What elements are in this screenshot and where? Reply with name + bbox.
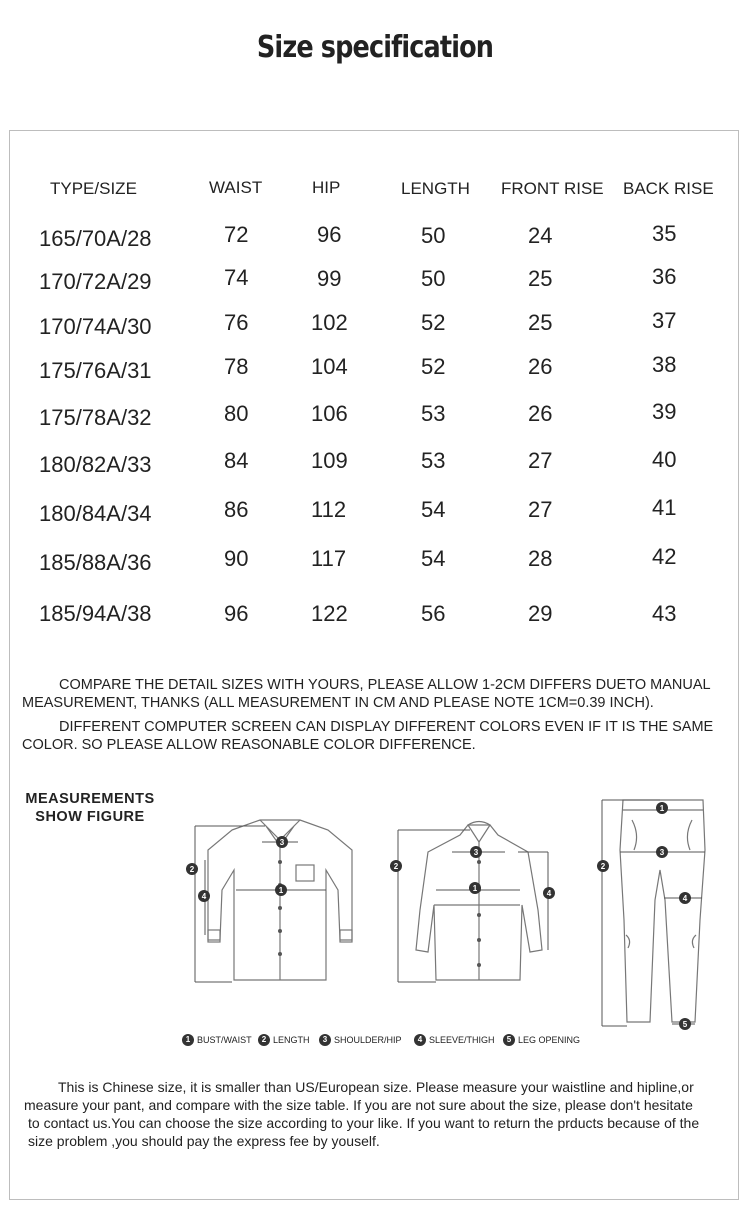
table-cell: 53 xyxy=(421,448,446,473)
table-cell: 165/70A/28 xyxy=(39,226,152,251)
table-cell: 39 xyxy=(652,399,677,424)
measurements-heading-line1: MEASUREMENTS xyxy=(25,791,155,807)
table-cell: 102 xyxy=(311,310,348,335)
table-cell: 52 xyxy=(421,354,446,379)
legend-number: 3 xyxy=(319,1034,331,1046)
disclaimer-line4: size problem ,you should pay the express fee by youself. xyxy=(28,1133,380,1149)
table-cell: 37 xyxy=(652,308,677,333)
table-cell: 96 xyxy=(317,222,342,247)
table-cell: 72 xyxy=(224,222,249,247)
header-front-rise: FRONT RISE xyxy=(501,179,604,198)
table-cell: 106 xyxy=(311,401,348,426)
table-cell: 25 xyxy=(528,266,553,291)
table-cell: 35 xyxy=(652,221,677,246)
svg-text:1: 1 xyxy=(472,884,478,893)
pants-measure-lines xyxy=(602,800,705,1026)
table-cell: 24 xyxy=(528,223,553,248)
table-cell: 78 xyxy=(224,354,249,379)
svg-text:1: 1 xyxy=(278,886,284,895)
svg-text:4: 4 xyxy=(682,894,688,903)
legend-label: LEG OPENING xyxy=(518,1035,581,1045)
shirt-markers xyxy=(186,836,288,902)
color-note-line1: DIFFERENT COMPUTER SCREEN CAN DISPLAY DIFFERENT COLORS EVEN IF IT IS THE SAME xyxy=(59,719,714,735)
table-cell: 50 xyxy=(421,266,446,291)
legend-number: 4 xyxy=(414,1034,426,1046)
table-cell: 112 xyxy=(311,497,347,522)
svg-text:4: 4 xyxy=(201,892,207,901)
table-cell: 109 xyxy=(311,448,348,473)
table-cell: 36 xyxy=(652,264,677,289)
legend-item xyxy=(258,1034,310,1046)
table-cell: 38 xyxy=(652,352,677,377)
table-cell: 74 xyxy=(224,265,249,290)
color-note-line2: COLOR. SO PLEASE ALLOW REASONABLE COLOR DIFFERENCE. xyxy=(22,737,476,753)
header-length: LENGTH xyxy=(401,179,470,198)
legend-item xyxy=(414,1034,495,1046)
table-cell: 53 xyxy=(421,401,446,426)
svg-text:3: 3 xyxy=(659,848,665,857)
table-cell: 80 xyxy=(224,401,249,426)
table-cell: 40 xyxy=(652,447,677,472)
page-title: Size specification xyxy=(256,30,494,65)
table-cell: 56 xyxy=(421,601,446,626)
legend-label: LENGTH xyxy=(273,1035,310,1045)
svg-text:4: 4 xyxy=(546,889,552,898)
table-cell: 27 xyxy=(528,448,553,473)
table-cell: 90 xyxy=(224,546,249,571)
shirt-measure-lines xyxy=(195,826,326,982)
svg-text:5: 5 xyxy=(682,1020,688,1029)
table-cell: 76 xyxy=(224,310,249,335)
svg-text:2: 2 xyxy=(189,865,195,874)
legend-item xyxy=(182,1034,252,1046)
color-note xyxy=(22,718,732,754)
table-cell: 185/88A/36 xyxy=(39,550,152,575)
header-back-rise: BACK RISE xyxy=(623,179,714,198)
header-type-size: TYPE/SIZE xyxy=(50,179,137,198)
table-cell: 28 xyxy=(528,546,553,571)
header-hip: HIP xyxy=(312,178,341,197)
legend-number: 5 xyxy=(503,1034,515,1046)
measurements-heading-line2: SHOW FIGURE xyxy=(35,809,145,825)
legend-item xyxy=(503,1034,580,1046)
table-cell: 29 xyxy=(528,601,553,626)
compare-note-line2: MEASUREMENT, THANKS (ALL MEASUREMENT IN CM AND PLEASE NOTE 1CM=0.39 INCH). xyxy=(22,695,654,711)
table-cell: 175/78A/32 xyxy=(39,405,152,430)
legend-label: SLEEVE/THIGH xyxy=(429,1035,495,1045)
table-cell: 117 xyxy=(311,546,347,571)
table-cell: 43 xyxy=(652,601,677,626)
pants-icon xyxy=(620,800,705,1022)
table-cell: 185/94A/38 xyxy=(39,601,152,626)
table-cell: 50 xyxy=(421,223,446,248)
svg-text:3: 3 xyxy=(279,838,285,847)
legend-item xyxy=(319,1034,402,1046)
table-cell: 54 xyxy=(421,497,446,522)
table-cell: 180/82A/33 xyxy=(39,452,152,477)
table-cell: 25 xyxy=(528,310,553,335)
table-cell: 41 xyxy=(652,495,677,520)
legend-label: SHOULDER/HIP xyxy=(334,1035,402,1045)
legend-label: BUST/WAIST xyxy=(197,1035,252,1045)
jacket-icon xyxy=(416,822,542,981)
legend-number: 1 xyxy=(182,1034,194,1046)
table-cell: 42 xyxy=(652,544,677,569)
table-cell: 104 xyxy=(311,354,348,379)
table-cell: 96 xyxy=(224,601,249,626)
svg-text:2: 2 xyxy=(393,862,399,871)
table-cell: 122 xyxy=(311,601,348,626)
header-waist: WAIST xyxy=(209,178,263,197)
compare-note xyxy=(22,676,732,712)
svg-text:1: 1 xyxy=(659,804,665,813)
table-cell: 26 xyxy=(528,354,553,379)
table-cell: 26 xyxy=(528,401,553,426)
table-cell: 54 xyxy=(421,546,446,571)
disclaimer-line3: to contact us.You can choose the size according to your like. If you want to return the prducts because of the xyxy=(28,1115,700,1131)
jacket-markers xyxy=(390,846,555,899)
table-cell: 175/76A/31 xyxy=(39,358,152,383)
legend-number: 2 xyxy=(258,1034,270,1046)
table-cell: 52 xyxy=(421,310,446,335)
table-cell: 27 xyxy=(528,497,553,522)
table-cell: 170/74A/30 xyxy=(39,314,152,339)
compare-note-line1: COMPARE THE DETAIL SIZES WITH YOURS, PLEASE ALLOW 1-2CM DIFFERS DUETO MANUAL xyxy=(59,677,711,693)
table-cell: 99 xyxy=(317,266,342,291)
table-cell: 180/84A/34 xyxy=(39,501,152,526)
svg-text:2: 2 xyxy=(600,862,606,871)
disclaimer-line2: measure your pant, and compare with the size table. If you are not sure about the size, please don't hesitate xyxy=(24,1097,693,1113)
measurement-figures xyxy=(0,790,750,1040)
table-cell: 84 xyxy=(224,448,249,473)
table-cell: 86 xyxy=(224,497,249,522)
disclaimer-line1: This is Chinese size, it is smaller than US/European size. Please measure your waistline and hipline,or xyxy=(58,1079,694,1095)
svg-text:3: 3 xyxy=(473,848,479,857)
pants-markers xyxy=(597,802,691,1030)
table-cell: 170/72A/29 xyxy=(39,269,152,294)
size-disclaimer xyxy=(24,1078,734,1150)
